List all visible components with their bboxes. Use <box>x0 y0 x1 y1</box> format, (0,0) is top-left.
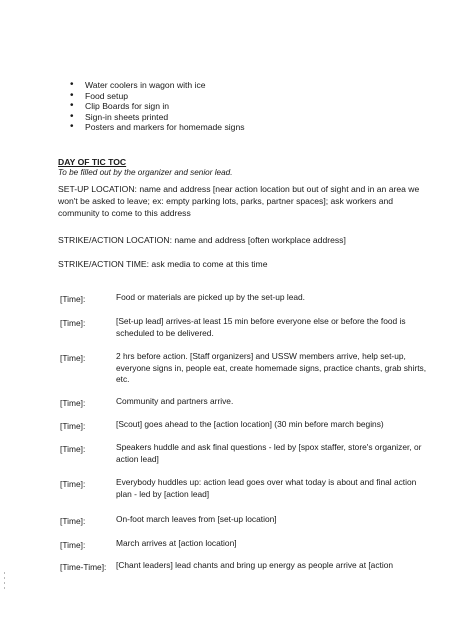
list-item: • Sign-in sheets printed <box>70 112 245 123</box>
schedule-description: Speakers huddle and ask final questions - led by [spox staffer, store's organizer, or action lead] <box>116 442 422 464</box>
schedule-description: March arrives at [action location] <box>116 538 237 548</box>
time-label: [Time]: <box>60 444 86 454</box>
strike-location-text: STRIKE/ACTION LOCATION: name and address [often workplace address] <box>58 235 346 245</box>
supplies-list <box>70 80 245 133</box>
schedule-description: [Scout] goes ahead to the [action location] (30 min before march begins) <box>116 419 384 429</box>
time-label: [Time]: <box>60 421 86 431</box>
time-label: [Time-Time]: <box>60 562 107 572</box>
time-label: [Time]: <box>60 516 86 526</box>
setup-location-text: SET-UP LOCATION: name and address [near action location but out of sight and in an area we won't be asked to leave; ex: empty parking lots, parks, partner spaces]; ask workers and community to come to this address <box>58 184 420 218</box>
list-item: • Water coolers in wagon with ice <box>70 80 245 91</box>
schedule-description: Food or materials are picked up by the set-up lead. <box>116 292 306 302</box>
list-item: • Food setup <box>70 91 245 102</box>
time-label: [Time]: <box>60 398 86 408</box>
schedule-description: [Set-up lead] arrives-at least 15 min before everyone else or before the food is scheduled to be delivered. <box>116 316 406 338</box>
time-label: [Time]: <box>60 540 86 550</box>
scan-margin-marks <box>2 572 6 600</box>
section-subtitle: To be filled out by the organizer and senior lead. <box>58 168 233 177</box>
schedule-description: Community and partners arrive. <box>116 396 234 406</box>
strike-time-text: STRIKE/ACTION TIME: ask media to come at this time <box>58 259 268 269</box>
time-label: [Time]: <box>60 479 86 489</box>
list-item: • Clip Boards for sign in <box>70 101 245 112</box>
list-item: • Posters and markers for homemade signs <box>70 122 245 133</box>
time-label: [Time]: <box>60 294 86 304</box>
schedule-description: Everybody huddles up: action lead goes over what today is about and final action plan - led by [action lead] <box>116 477 417 499</box>
schedule-description: [Chant leaders] lead chants and bring up energy as people arrive at [action <box>116 560 394 570</box>
time-label: [Time]: <box>60 318 86 328</box>
section-heading: DAY OF TIC TOC <box>58 157 127 167</box>
time-label: [Time]: <box>60 353 86 363</box>
schedule-description: 2 hrs before action. [Staff organizers] and USSW members arrive, help set-up, everyone signs in, people eat, create homemade signs, practice chants, grab shirts, etc. <box>116 351 427 385</box>
schedule-description: On-foot march leaves from [set-up location] <box>116 514 277 524</box>
